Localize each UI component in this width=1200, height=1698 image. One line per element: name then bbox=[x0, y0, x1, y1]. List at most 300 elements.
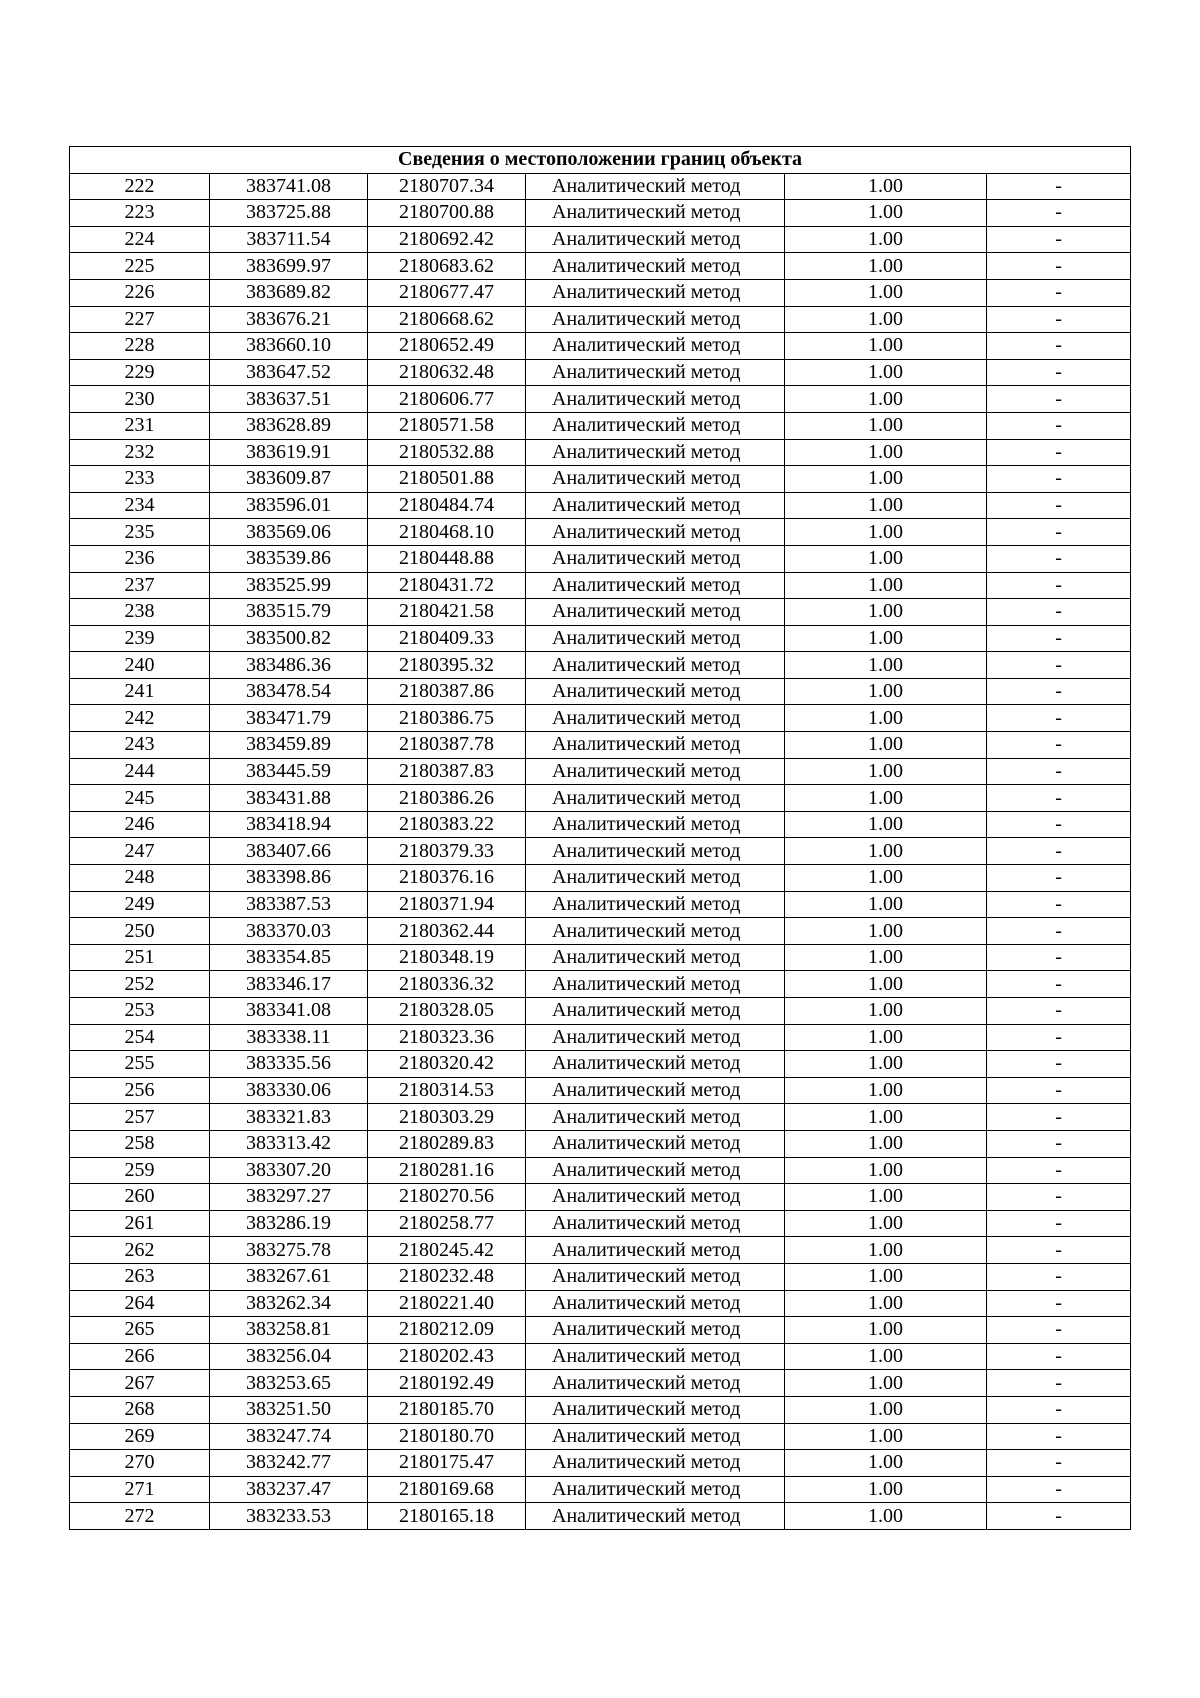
description-cell: - bbox=[987, 1503, 1131, 1530]
method-cell: Аналитический метод bbox=[526, 1263, 785, 1290]
x-coordinate-cell: 383233.53 bbox=[210, 1503, 368, 1530]
description-cell: - bbox=[987, 732, 1131, 759]
y-coordinate-cell: 2180180.70 bbox=[368, 1423, 526, 1450]
point-number-cell: 237 bbox=[70, 572, 210, 599]
point-number-cell: 230 bbox=[70, 386, 210, 413]
method-cell: Аналитический метод bbox=[526, 599, 785, 626]
x-coordinate-cell: 383569.06 bbox=[210, 519, 368, 546]
description-cell: - bbox=[987, 1051, 1131, 1078]
description-cell: - bbox=[987, 439, 1131, 466]
description-cell: - bbox=[987, 1317, 1131, 1344]
table-row bbox=[70, 333, 1131, 360]
accuracy-cell: 1.00 bbox=[785, 253, 987, 280]
point-number-cell: 228 bbox=[70, 333, 210, 360]
x-coordinate-cell: 383407.66 bbox=[210, 838, 368, 865]
x-coordinate-cell: 383346.17 bbox=[210, 971, 368, 998]
table-row bbox=[70, 545, 1131, 572]
table-row bbox=[70, 625, 1131, 652]
table-row bbox=[70, 1423, 1131, 1450]
method-cell: Аналитический метод bbox=[526, 944, 785, 971]
description-cell: - bbox=[987, 599, 1131, 626]
description-cell: - bbox=[987, 1184, 1131, 1211]
method-cell: Аналитический метод bbox=[526, 1423, 785, 1450]
point-number-cell: 254 bbox=[70, 1024, 210, 1051]
point-number-cell: 225 bbox=[70, 253, 210, 280]
table-row bbox=[70, 253, 1131, 280]
point-number-cell: 226 bbox=[70, 279, 210, 306]
accuracy-cell: 1.00 bbox=[785, 1476, 987, 1503]
accuracy-cell: 1.00 bbox=[785, 785, 987, 812]
table-row bbox=[70, 944, 1131, 971]
table-row bbox=[70, 1503, 1131, 1530]
method-cell: Аналитический метод bbox=[526, 891, 785, 918]
accuracy-cell: 1.00 bbox=[785, 891, 987, 918]
description-cell: - bbox=[987, 1450, 1131, 1477]
method-cell: Аналитический метод bbox=[526, 1476, 785, 1503]
y-coordinate-cell: 2180383.22 bbox=[368, 811, 526, 838]
table-row bbox=[70, 998, 1131, 1025]
description-cell: - bbox=[987, 1077, 1131, 1104]
y-coordinate-cell: 2180387.86 bbox=[368, 678, 526, 705]
y-coordinate-cell: 2180700.88 bbox=[368, 200, 526, 227]
description-cell: - bbox=[987, 625, 1131, 652]
table-row bbox=[70, 1343, 1131, 1370]
x-coordinate-cell: 383711.54 bbox=[210, 226, 368, 253]
y-coordinate-cell: 2180362.44 bbox=[368, 918, 526, 945]
description-cell: - bbox=[987, 1370, 1131, 1397]
point-number-cell: 246 bbox=[70, 811, 210, 838]
y-coordinate-cell: 2180395.32 bbox=[368, 652, 526, 679]
accuracy-cell: 1.00 bbox=[785, 1450, 987, 1477]
x-coordinate-cell: 383286.19 bbox=[210, 1210, 368, 1237]
method-cell: Аналитический метод bbox=[526, 705, 785, 732]
x-coordinate-cell: 383275.78 bbox=[210, 1237, 368, 1264]
table-row bbox=[70, 173, 1131, 200]
point-number-cell: 259 bbox=[70, 1157, 210, 1184]
y-coordinate-cell: 2180175.47 bbox=[368, 1450, 526, 1477]
x-coordinate-cell: 383247.74 bbox=[210, 1423, 368, 1450]
table-row bbox=[70, 439, 1131, 466]
y-coordinate-cell: 2180386.75 bbox=[368, 705, 526, 732]
y-coordinate-cell: 2180606.77 bbox=[368, 386, 526, 413]
method-cell: Аналитический метод bbox=[526, 1104, 785, 1131]
point-number-cell: 256 bbox=[70, 1077, 210, 1104]
x-coordinate-cell: 383471.79 bbox=[210, 705, 368, 732]
y-coordinate-cell: 2180320.42 bbox=[368, 1051, 526, 1078]
method-cell: Аналитический метод bbox=[526, 333, 785, 360]
accuracy-cell: 1.00 bbox=[785, 279, 987, 306]
point-number-cell: 236 bbox=[70, 545, 210, 572]
x-coordinate-cell: 383251.50 bbox=[210, 1396, 368, 1423]
x-coordinate-cell: 383341.08 bbox=[210, 998, 368, 1025]
accuracy-cell: 1.00 bbox=[785, 226, 987, 253]
method-cell: Аналитический метод bbox=[526, 519, 785, 546]
x-coordinate-cell: 383596.01 bbox=[210, 492, 368, 519]
table-row bbox=[70, 1157, 1131, 1184]
table-row bbox=[70, 971, 1131, 998]
method-cell: Аналитический метод bbox=[526, 652, 785, 679]
description-cell: - bbox=[987, 785, 1131, 812]
point-number-cell: 235 bbox=[70, 519, 210, 546]
method-cell: Аналитический метод bbox=[526, 971, 785, 998]
x-coordinate-cell: 383539.86 bbox=[210, 545, 368, 572]
x-coordinate-cell: 383619.91 bbox=[210, 439, 368, 466]
description-cell: - bbox=[987, 1290, 1131, 1317]
accuracy-cell: 1.00 bbox=[785, 519, 987, 546]
method-cell: Аналитический метод bbox=[526, 572, 785, 599]
x-coordinate-cell: 383335.56 bbox=[210, 1051, 368, 1078]
x-coordinate-cell: 383307.20 bbox=[210, 1157, 368, 1184]
description-cell: - bbox=[987, 226, 1131, 253]
table-row bbox=[70, 1450, 1131, 1477]
table-row bbox=[70, 1104, 1131, 1131]
description-cell: - bbox=[987, 492, 1131, 519]
accuracy-cell: 1.00 bbox=[785, 678, 987, 705]
method-cell: Аналитический метод bbox=[526, 811, 785, 838]
table-row bbox=[70, 226, 1131, 253]
point-number-cell: 266 bbox=[70, 1343, 210, 1370]
y-coordinate-cell: 2180202.43 bbox=[368, 1343, 526, 1370]
method-cell: Аналитический метод bbox=[526, 279, 785, 306]
accuracy-cell: 1.00 bbox=[785, 838, 987, 865]
point-number-cell: 262 bbox=[70, 1237, 210, 1264]
method-cell: Аналитический метод bbox=[526, 412, 785, 439]
description-cell: - bbox=[987, 359, 1131, 386]
method-cell: Аналитический метод bbox=[526, 1184, 785, 1211]
accuracy-cell: 1.00 bbox=[785, 1184, 987, 1211]
table-row bbox=[70, 1051, 1131, 1078]
boundary-table bbox=[69, 146, 1131, 1530]
description-cell: - bbox=[987, 1396, 1131, 1423]
y-coordinate-cell: 2180348.19 bbox=[368, 944, 526, 971]
method-cell: Аналитический метод bbox=[526, 1317, 785, 1344]
table-row bbox=[70, 705, 1131, 732]
description-cell: - bbox=[987, 333, 1131, 360]
y-coordinate-cell: 2180571.58 bbox=[368, 412, 526, 439]
x-coordinate-cell: 383647.52 bbox=[210, 359, 368, 386]
description-cell: - bbox=[987, 386, 1131, 413]
method-cell: Аналитический метод bbox=[526, 678, 785, 705]
accuracy-cell: 1.00 bbox=[785, 1104, 987, 1131]
accuracy-cell: 1.00 bbox=[785, 732, 987, 759]
point-number-cell: 245 bbox=[70, 785, 210, 812]
point-number-cell: 248 bbox=[70, 865, 210, 892]
y-coordinate-cell: 2180707.34 bbox=[368, 173, 526, 200]
table-row bbox=[70, 200, 1131, 227]
method-cell: Аналитический метод bbox=[526, 226, 785, 253]
y-coordinate-cell: 2180532.88 bbox=[368, 439, 526, 466]
x-coordinate-cell: 383500.82 bbox=[210, 625, 368, 652]
accuracy-cell: 1.00 bbox=[785, 811, 987, 838]
point-number-cell: 223 bbox=[70, 200, 210, 227]
point-number-cell: 241 bbox=[70, 678, 210, 705]
description-cell: - bbox=[987, 944, 1131, 971]
method-cell: Аналитический метод bbox=[526, 998, 785, 1025]
description-cell: - bbox=[987, 306, 1131, 333]
description-cell: - bbox=[987, 173, 1131, 200]
description-cell: - bbox=[987, 1024, 1131, 1051]
y-coordinate-cell: 2180289.83 bbox=[368, 1130, 526, 1157]
y-coordinate-cell: 2180386.26 bbox=[368, 785, 526, 812]
table-row bbox=[70, 838, 1131, 865]
x-coordinate-cell: 383418.94 bbox=[210, 811, 368, 838]
table-row bbox=[70, 359, 1131, 386]
y-coordinate-cell: 2180677.47 bbox=[368, 279, 526, 306]
accuracy-cell: 1.00 bbox=[785, 466, 987, 493]
accuracy-cell: 1.00 bbox=[785, 1343, 987, 1370]
point-number-cell: 247 bbox=[70, 838, 210, 865]
method-cell: Аналитический метод bbox=[526, 1130, 785, 1157]
method-cell: Аналитический метод bbox=[526, 865, 785, 892]
y-coordinate-cell: 2180652.49 bbox=[368, 333, 526, 360]
point-number-cell: 269 bbox=[70, 1423, 210, 1450]
y-coordinate-cell: 2180169.68 bbox=[368, 1476, 526, 1503]
y-coordinate-cell: 2180212.09 bbox=[368, 1317, 526, 1344]
accuracy-cell: 1.00 bbox=[785, 705, 987, 732]
y-coordinate-cell: 2180314.53 bbox=[368, 1077, 526, 1104]
description-cell: - bbox=[987, 1343, 1131, 1370]
x-coordinate-cell: 383609.87 bbox=[210, 466, 368, 493]
table-row bbox=[70, 785, 1131, 812]
description-cell: - bbox=[987, 1210, 1131, 1237]
table-row bbox=[70, 1370, 1131, 1397]
y-coordinate-cell: 2180376.16 bbox=[368, 865, 526, 892]
table-row bbox=[70, 678, 1131, 705]
point-number-cell: 240 bbox=[70, 652, 210, 679]
x-coordinate-cell: 383256.04 bbox=[210, 1343, 368, 1370]
x-coordinate-cell: 383525.99 bbox=[210, 572, 368, 599]
x-coordinate-cell: 383637.51 bbox=[210, 386, 368, 413]
y-coordinate-cell: 2180192.49 bbox=[368, 1370, 526, 1397]
description-cell: - bbox=[987, 1104, 1131, 1131]
table-row bbox=[70, 811, 1131, 838]
y-coordinate-cell: 2180270.56 bbox=[368, 1184, 526, 1211]
accuracy-cell: 1.00 bbox=[785, 599, 987, 626]
description-cell: - bbox=[987, 971, 1131, 998]
method-cell: Аналитический метод bbox=[526, 1450, 785, 1477]
table-title-row bbox=[70, 147, 1131, 174]
x-coordinate-cell: 383431.88 bbox=[210, 785, 368, 812]
method-cell: Аналитический метод bbox=[526, 1396, 785, 1423]
table-row bbox=[70, 1396, 1131, 1423]
table-row bbox=[70, 1024, 1131, 1051]
description-cell: - bbox=[987, 1157, 1131, 1184]
method-cell: Аналитический метод bbox=[526, 253, 785, 280]
accuracy-cell: 1.00 bbox=[785, 998, 987, 1025]
method-cell: Аналитический метод bbox=[526, 1290, 785, 1317]
table-row bbox=[70, 1317, 1131, 1344]
y-coordinate-cell: 2180165.18 bbox=[368, 1503, 526, 1530]
y-coordinate-cell: 2180632.48 bbox=[368, 359, 526, 386]
description-cell: - bbox=[987, 1130, 1131, 1157]
accuracy-cell: 1.00 bbox=[785, 1210, 987, 1237]
point-number-cell: 233 bbox=[70, 466, 210, 493]
description-cell: - bbox=[987, 811, 1131, 838]
description-cell: - bbox=[987, 466, 1131, 493]
y-coordinate-cell: 2180484.74 bbox=[368, 492, 526, 519]
x-coordinate-cell: 383330.06 bbox=[210, 1077, 368, 1104]
accuracy-cell: 1.00 bbox=[785, 386, 987, 413]
accuracy-cell: 1.00 bbox=[785, 865, 987, 892]
method-cell: Аналитический метод bbox=[526, 492, 785, 519]
accuracy-cell: 1.00 bbox=[785, 1263, 987, 1290]
point-number-cell: 234 bbox=[70, 492, 210, 519]
accuracy-cell: 1.00 bbox=[785, 492, 987, 519]
method-cell: Аналитический метод bbox=[526, 386, 785, 413]
table-row bbox=[70, 1184, 1131, 1211]
point-number-cell: 224 bbox=[70, 226, 210, 253]
table-row bbox=[70, 1290, 1131, 1317]
table-row bbox=[70, 519, 1131, 546]
y-coordinate-cell: 2180303.29 bbox=[368, 1104, 526, 1131]
description-cell: - bbox=[987, 253, 1131, 280]
method-cell: Аналитический метод bbox=[526, 918, 785, 945]
table-row bbox=[70, 652, 1131, 679]
table-body bbox=[70, 173, 1131, 1529]
point-number-cell: 253 bbox=[70, 998, 210, 1025]
accuracy-cell: 1.00 bbox=[785, 1290, 987, 1317]
point-number-cell: 222 bbox=[70, 173, 210, 200]
method-cell: Аналитический метод bbox=[526, 200, 785, 227]
table-row bbox=[70, 865, 1131, 892]
y-coordinate-cell: 2180328.05 bbox=[368, 998, 526, 1025]
x-coordinate-cell: 383253.65 bbox=[210, 1370, 368, 1397]
y-coordinate-cell: 2180387.78 bbox=[368, 732, 526, 759]
description-cell: - bbox=[987, 1237, 1131, 1264]
accuracy-cell: 1.00 bbox=[785, 1503, 987, 1530]
accuracy-cell: 1.00 bbox=[785, 1370, 987, 1397]
point-number-cell: 271 bbox=[70, 1476, 210, 1503]
description-cell: - bbox=[987, 1423, 1131, 1450]
description-cell: - bbox=[987, 705, 1131, 732]
x-coordinate-cell: 383741.08 bbox=[210, 173, 368, 200]
y-coordinate-cell: 2180281.16 bbox=[368, 1157, 526, 1184]
x-coordinate-cell: 383628.89 bbox=[210, 412, 368, 439]
table-row bbox=[70, 306, 1131, 333]
method-cell: Аналитический метод bbox=[526, 1051, 785, 1078]
x-coordinate-cell: 383387.53 bbox=[210, 891, 368, 918]
table-row bbox=[70, 492, 1131, 519]
description-cell: - bbox=[987, 1263, 1131, 1290]
y-coordinate-cell: 2180692.42 bbox=[368, 226, 526, 253]
method-cell: Аналитический метод bbox=[526, 466, 785, 493]
point-number-cell: 252 bbox=[70, 971, 210, 998]
table-row bbox=[70, 412, 1131, 439]
y-coordinate-cell: 2180683.62 bbox=[368, 253, 526, 280]
table-row bbox=[70, 1130, 1131, 1157]
accuracy-cell: 1.00 bbox=[785, 333, 987, 360]
method-cell: Аналитический метод bbox=[526, 1343, 785, 1370]
point-number-cell: 229 bbox=[70, 359, 210, 386]
accuracy-cell: 1.00 bbox=[785, 412, 987, 439]
description-cell: - bbox=[987, 200, 1131, 227]
method-cell: Аналитический метод bbox=[526, 306, 785, 333]
point-number-cell: 264 bbox=[70, 1290, 210, 1317]
accuracy-cell: 1.00 bbox=[785, 944, 987, 971]
accuracy-cell: 1.00 bbox=[785, 359, 987, 386]
description-cell: - bbox=[987, 412, 1131, 439]
x-coordinate-cell: 383699.97 bbox=[210, 253, 368, 280]
x-coordinate-cell: 383689.82 bbox=[210, 279, 368, 306]
x-coordinate-cell: 383660.10 bbox=[210, 333, 368, 360]
table-row bbox=[70, 732, 1131, 759]
point-number-cell: 227 bbox=[70, 306, 210, 333]
description-cell: - bbox=[987, 998, 1131, 1025]
x-coordinate-cell: 383262.34 bbox=[210, 1290, 368, 1317]
x-coordinate-cell: 383258.81 bbox=[210, 1317, 368, 1344]
point-number-cell: 251 bbox=[70, 944, 210, 971]
point-number-cell: 239 bbox=[70, 625, 210, 652]
method-cell: Аналитический метод bbox=[526, 785, 785, 812]
table-title: Сведения о местоположении границ объекта bbox=[70, 147, 1131, 174]
method-cell: Аналитический метод bbox=[526, 545, 785, 572]
accuracy-cell: 1.00 bbox=[785, 652, 987, 679]
method-cell: Аналитический метод bbox=[526, 173, 785, 200]
accuracy-cell: 1.00 bbox=[785, 545, 987, 572]
accuracy-cell: 1.00 bbox=[785, 758, 987, 785]
y-coordinate-cell: 2180421.58 bbox=[368, 599, 526, 626]
point-number-cell: 270 bbox=[70, 1450, 210, 1477]
description-cell: - bbox=[987, 572, 1131, 599]
x-coordinate-cell: 383725.88 bbox=[210, 200, 368, 227]
x-coordinate-cell: 383515.79 bbox=[210, 599, 368, 626]
method-cell: Аналитический метод bbox=[526, 1370, 785, 1397]
table-row bbox=[70, 1210, 1131, 1237]
method-cell: Аналитический метод bbox=[526, 439, 785, 466]
x-coordinate-cell: 383267.61 bbox=[210, 1263, 368, 1290]
y-coordinate-cell: 2180232.48 bbox=[368, 1263, 526, 1290]
x-coordinate-cell: 383297.27 bbox=[210, 1184, 368, 1211]
accuracy-cell: 1.00 bbox=[785, 625, 987, 652]
x-coordinate-cell: 383676.21 bbox=[210, 306, 368, 333]
method-cell: Аналитический метод bbox=[526, 1157, 785, 1184]
accuracy-cell: 1.00 bbox=[785, 1130, 987, 1157]
x-coordinate-cell: 383338.11 bbox=[210, 1024, 368, 1051]
point-number-cell: 261 bbox=[70, 1210, 210, 1237]
table-row bbox=[70, 1237, 1131, 1264]
method-cell: Аналитический метод bbox=[526, 625, 785, 652]
method-cell: Аналитический метод bbox=[526, 758, 785, 785]
point-number-cell: 244 bbox=[70, 758, 210, 785]
accuracy-cell: 1.00 bbox=[785, 439, 987, 466]
description-cell: - bbox=[987, 758, 1131, 785]
table-row bbox=[70, 891, 1131, 918]
y-coordinate-cell: 2180371.94 bbox=[368, 891, 526, 918]
method-cell: Аналитический метод bbox=[526, 1503, 785, 1530]
y-coordinate-cell: 2180379.33 bbox=[368, 838, 526, 865]
x-coordinate-cell: 383478.54 bbox=[210, 678, 368, 705]
description-cell: - bbox=[987, 865, 1131, 892]
table-row bbox=[70, 1263, 1131, 1290]
y-coordinate-cell: 2180668.62 bbox=[368, 306, 526, 333]
table-row bbox=[70, 1077, 1131, 1104]
description-cell: - bbox=[987, 838, 1131, 865]
accuracy-cell: 1.00 bbox=[785, 1423, 987, 1450]
description-cell: - bbox=[987, 652, 1131, 679]
description-cell: - bbox=[987, 678, 1131, 705]
point-number-cell: 258 bbox=[70, 1130, 210, 1157]
point-number-cell: 238 bbox=[70, 599, 210, 626]
point-number-cell: 263 bbox=[70, 1263, 210, 1290]
y-coordinate-cell: 2180448.88 bbox=[368, 545, 526, 572]
method-cell: Аналитический метод bbox=[526, 1077, 785, 1104]
accuracy-cell: 1.00 bbox=[785, 1157, 987, 1184]
description-cell: - bbox=[987, 545, 1131, 572]
x-coordinate-cell: 383313.42 bbox=[210, 1130, 368, 1157]
description-cell: - bbox=[987, 918, 1131, 945]
accuracy-cell: 1.00 bbox=[785, 200, 987, 227]
table-row bbox=[70, 918, 1131, 945]
